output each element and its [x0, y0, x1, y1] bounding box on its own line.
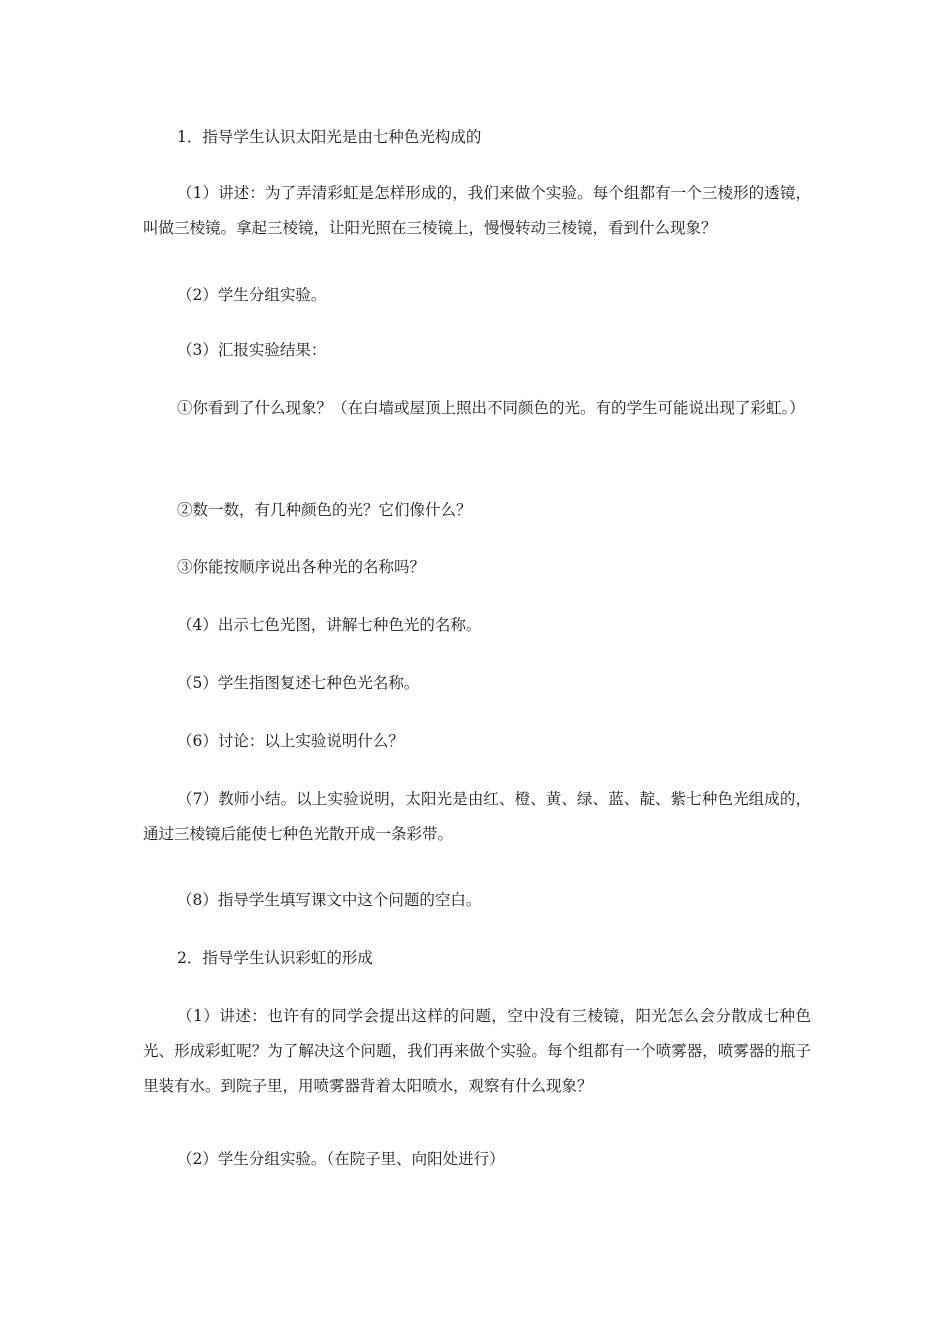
paragraph: （6）讨论：以上实验说明什么？: [177, 732, 404, 750]
paragraph: ②数一数，有几种颜色的光？它们像什么？: [177, 501, 472, 519]
section-heading-2: 2．指导学生认识彩虹的形成: [177, 949, 373, 967]
paragraph: （1）讲述：也许有的同学会提出这样的问题，空中没有三棱镜，阳光怎么会分散成七种色光、形成彩虹呢？为了解决这个问题，我们再来做个实验。每个组都有一个喷雾器，喷雾器的瓶子里装有水。到院子里，用喷雾器背着太阳喷水，观察有什么现象？: [143, 1007, 811, 1095]
paragraph: （8）指导学生填写课文中这个问题的空白。: [177, 891, 482, 909]
paragraph: （3）汇报实验结果：: [177, 341, 327, 359]
paragraph: （1）讲述：为了弄清彩虹是怎样形成的，我们来做个实验。每个组都有一个三棱形的透镜，叫做三棱镜。拿起三棱镜，让阳光照在三棱镜上，慢慢转动三棱镜，看到什么现象？: [143, 184, 811, 237]
paragraph: ①你看到了什么现象？（在白墙或屋顶上照出不同颜色的光。有的学生可能说出现了彩虹。）: [177, 399, 805, 417]
paragraph: （2）学生分组实验。: [177, 286, 327, 304]
paragraph: （4）出示七色光图，讲解七种色光的名称。: [177, 616, 482, 634]
paragraph: （5）学生指图复述七种色光名称。: [177, 674, 420, 692]
paragraph: （7）教师小结。以上实验说明，太阳光是由红、橙、黄、绿、蓝、靛、紫七种色光组成的，通过三棱镜后能使七种色光散开成一条彩带。: [143, 790, 811, 843]
section-heading-1: 1．指导学生认识太阳光是由七种色光构成的: [177, 128, 482, 146]
paragraph: （2）学生分组实验。（在院子里、向阳处进行）: [177, 1150, 505, 1168]
paragraph: ③你能按顺序说出各种光的名称吗？: [177, 558, 426, 576]
